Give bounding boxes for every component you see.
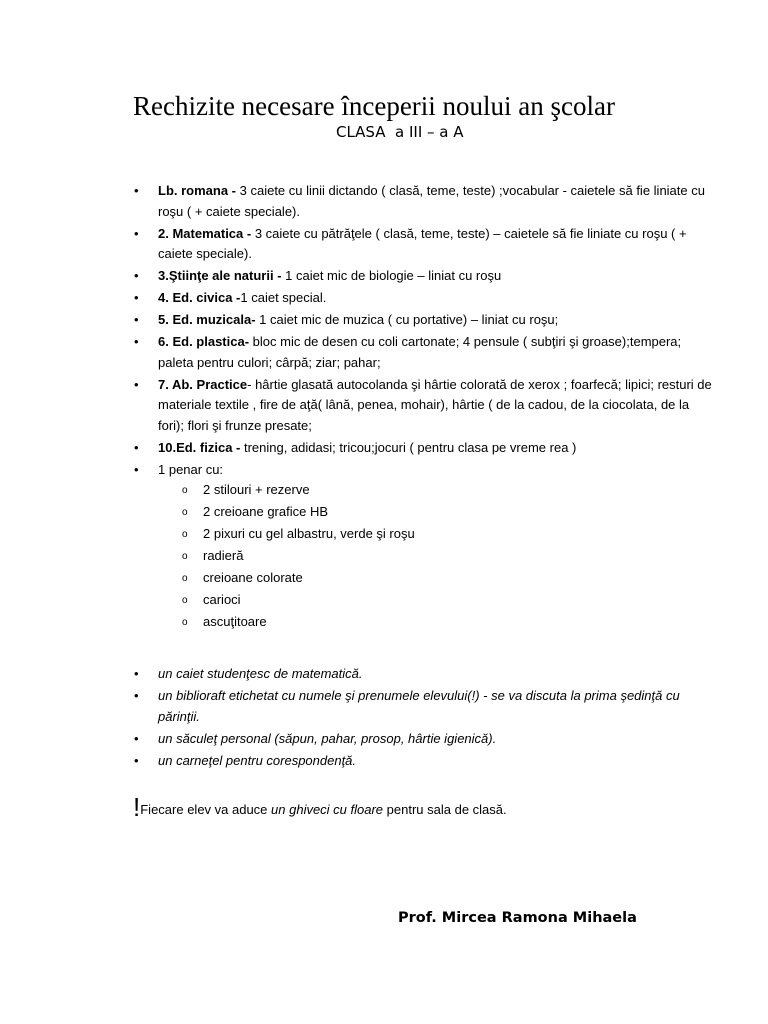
list-item [134, 332, 718, 373]
sub-item-text: creioane colorate [203, 570, 303, 585]
bullet-icon: • [134, 312, 139, 327]
sub-list-item [182, 480, 718, 501]
item-text: 1 caiet mic de biologie – liniat cu roşu [285, 268, 502, 283]
circle-bullet-icon: o [182, 507, 188, 518]
item-label: Lb. romana - [158, 183, 240, 198]
sub-list-item [182, 568, 718, 589]
circle-bullet-icon: o [182, 595, 188, 606]
extra-supplies-list [110, 664, 718, 773]
item-text: trening, adidasi; tricou;jocuri ( pentru clasa pe vreme rea ) [243, 439, 577, 455]
bullet-icon: • [134, 183, 139, 198]
bullet-icon: • [134, 666, 139, 681]
list-item [134, 288, 718, 309]
class-subtitle: CLASA a III – a A [336, 123, 464, 141]
sub-list-item [182, 546, 718, 567]
sub-list-item [182, 590, 718, 611]
item-label: 4. Ed. civica - [158, 290, 241, 305]
bullet-icon: • [134, 688, 139, 703]
sub-item-text: radieră [203, 548, 244, 563]
item-text: un săculeţ personal (săpun, pahar, prosop, hârtie igienică). [158, 730, 497, 746]
sub-item-text: 2 stilouri + rezerve [203, 482, 310, 497]
sub-item-text: carioci [203, 592, 241, 607]
note-emphasis: un ghiveci cu floare [271, 802, 384, 817]
sub-item-text: 2 pixuri cu gel albastru, verde şi roşu [203, 526, 415, 541]
sub-item-text: ascuţitoare [203, 614, 267, 629]
pencil-case-list [158, 480, 718, 633]
item-text: un caiet studenţesc de matematică. [158, 666, 363, 681]
bullet-icon: • [134, 334, 139, 349]
circle-bullet-icon: o [182, 551, 188, 562]
list-item [134, 310, 718, 331]
item-label: 3.Ştiinţe ale naturii - [158, 268, 286, 283]
bullet-icon: • [134, 439, 139, 455]
circle-bullet-icon: o [182, 617, 188, 628]
sub-item-text: 2 creioane grafice HB [203, 504, 329, 519]
pencil-case-item [134, 460, 718, 633]
bullet-icon: • [134, 752, 139, 768]
exclamation-mark: ! [133, 792, 141, 822]
list-item [134, 224, 718, 265]
circle-bullet-icon: o [182, 485, 188, 496]
document-title: Rechizite necesare începerii noului an şcolar [132, 91, 616, 121]
pencil-case-label: 1 penar cu: [158, 461, 224, 477]
bullet-icon: • [134, 461, 139, 477]
circle-bullet-icon: o [182, 529, 188, 540]
sub-list-item [182, 502, 718, 523]
sub-list-item [182, 524, 718, 545]
item-text: 3 caiete cu pătrăţele ( clasă, teme, teste) – caietele să fie liniate cu roşu ( + caiete speciale). [158, 225, 687, 261]
list-item [134, 664, 718, 685]
item-label: 2. Matematica - [158, 225, 255, 241]
teacher-signature: Prof. Mircea Ramona Mihaela [398, 910, 637, 926]
item-label: 7. Ab. Practice [158, 376, 248, 392]
item-label: 6. Ed. plastica- [158, 334, 253, 349]
bullet-icon: • [134, 376, 139, 392]
item-text: 3 caiete cu linii dictando ( clasă, teme, teste) ;vocabular - caietele să fie liniate cu roşu ( + caiete speciale). [158, 183, 705, 219]
bullet-icon: • [134, 730, 139, 746]
list-item [134, 181, 718, 222]
item-text: un carneţel pentru corespondenţă. [158, 752, 357, 768]
item-text: un biblioraft etichetat cu numele şi prenumele elevului(!) - se va discuta la prima şedinţă cu părinţii. [158, 688, 680, 724]
item-text: bloc mic de desen cu coli cartonate; 4 pensule ( subţiri şi groase);tempera; paleta pentru culori; cârpă; ziar; pahar; [158, 334, 682, 370]
flower-pot-note [133, 794, 507, 820]
list-item [134, 686, 718, 727]
bullet-icon: • [134, 268, 139, 283]
item-text: 1 caiet special. [240, 290, 327, 305]
sub-list-item [182, 612, 718, 633]
list-item [134, 729, 718, 750]
item-text: - hârtie glasată autocolanda şi hârtie colorată de xerox ; foarfecă; lipici; resturi de materiale textile , fire de aţă( lână, penea, mohair), hârtie ( de la cadou, de la ciocolata, de la fori); flori şi frunze presate; [158, 376, 712, 433]
list-item [134, 266, 718, 287]
list-item [134, 375, 718, 437]
list-item [134, 438, 718, 459]
bullet-icon: • [134, 290, 139, 305]
circle-bullet-icon: o [182, 573, 188, 584]
item-label: 10.Ed. fizica - [158, 439, 244, 455]
bullet-icon: • [134, 225, 139, 241]
item-label: 5. Ed. muzicala- [158, 312, 260, 327]
item-text: 1 caiet mic de muzica ( cu portative) – liniat cu roşu; [259, 312, 559, 327]
note-text-after: pentru sala de clasă. [383, 802, 507, 817]
note-text-before: Fiecare elev va aduce [140, 802, 272, 817]
supplies-list [110, 181, 718, 634]
list-item [134, 751, 718, 772]
